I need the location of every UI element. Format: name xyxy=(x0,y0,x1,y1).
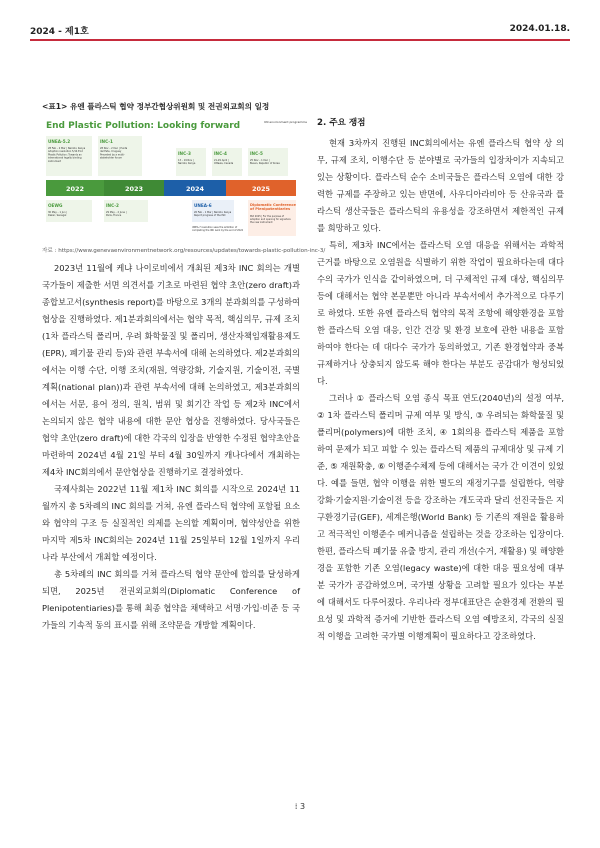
figure-caption: <표1> 유엔 플라스틱 협약 정부간협상위원회 및 전권외교회의 일정 xyxy=(42,102,270,111)
svg-text:INC-1: INC-1 xyxy=(100,139,113,144)
timeline-bar xyxy=(46,180,296,196)
bottom-box-3 xyxy=(248,200,297,236)
year-2024: 2024 xyxy=(185,185,205,193)
top-box-0 xyxy=(46,136,92,176)
svg-text:UNEA-6: UNEA-6 xyxy=(194,203,212,208)
right-paragraph-3: 그러나 ① 플라스틱 오염 종식 목표 연도(2040년)의 설정 여부, ② 1차 플라스틱 폴리머 규제 여부 및 방식, ③ 우려되는 화학물질 및 폴리머(polymers)에 대한 조치, ④ 1회의용 플라스틱 제품을 포함하여 문제가 되고 피할 수 있는 플라스틱 제품의 규제대상 및 규제 기준, ⑤ 재원확충, ⑥ 이행준수체제 등에 대해서는 국가 간 이견이 있었다. 예를 들면, 협약 이행을 위한 별도의 재정기구를 설립한다, 역량강화·기술지원·기술이전 등을 강조하는 개도국과 달리 선진국들은 지구환경기금(GEF), 세계은행(World Bank) 등 기존의 재원을 활용하고 적극적인 이행준수 메커니즘을 설립하는 것을 강조하는 입장이다. 한편, 플라스틱 폐기물 유출 방지, 관리 개선(수거, 재활용) 및 해양환경을 포함한 기존 오염(legacy waste)에 대한 대응 필요성에 대부분 국가가 공감하였으며, 국가별 상황을 고려할 필요가 있다는 부분에 대해서도 다루어졌다. 우리나라 정부대표단은 순환경제 전환의 필요성 및 과학적 증거에 기반한 플라스틱 오염 예방조치, 각국의 실질적 이행을 고려한 국가별 이행계획이 필요하다고 강조하였다. xyxy=(317,393,564,641)
issue-label: 2024 - 제1호 xyxy=(30,27,89,37)
svg-text:Mid 2025 | For the purpose of: Mid 2025 | For the purpose of adoption and opening for signature the new instrument xyxy=(250,215,291,224)
svg-text:30 May – 1 Jun | Dakar: 30 May – 1 Jun | Dakar, Senegal xyxy=(48,211,68,218)
top-box-3 xyxy=(212,148,242,176)
svg-text:UNEA-5.2: UNEA-5.2 xyxy=(48,139,71,144)
svg-text:25 Nov – 1 Dec | Busan: 25 Nov – 1 Dec | Busan, Republic of Korea xyxy=(250,159,280,166)
top-box-1 xyxy=(98,136,142,176)
timeline-graphic xyxy=(42,114,308,244)
year-2025: 2025 xyxy=(251,185,271,193)
right-paragraph-2: 특히, 제3차 INC에서는 플라스틱 오염 대응을 위해서는 과학적 근거를 바탕으로 오염원을 식별하기 위한 작업이 필요하다는데 대다수의 국가가 인식을 같이하였으며, 더 구체적인 규제 대상, 핵심의무 등에 대해서는 협약 본문뿐만 아니라 부속서에서 추가적으로 다루기로 하였다. 또한 유엔 플라스틱 협약의 목적 조항에 해양환경을 포함한 플라스틱 오염 대응, 인간 건강 및 환경 보호에 관한 내용을 포함하여야 한다는 데 대다수 국가가 동의하였고, 기존 환경협약과 중복 규제하거나 상충되지 않도록 해야 한다는 부분도 공감대가 형성되었다. xyxy=(317,240,564,386)
svg-text:28 Nov – 2 Dec | Punta: 28 Nov – 2 Dec | Punta del Este, Uruguay Preceded by a multi- stakeholder forum xyxy=(100,147,128,160)
svg-text:13 – 19 Nov | Nairobi,: 13 – 19 Nov | Nairobi, Kenya xyxy=(178,159,196,166)
page-header xyxy=(30,24,570,40)
left-paragraph-1: 2023년 11월에 케냐 나이로비에서 개최된 제3차 INC 회의는 개별 국가들이 제출한 서면 의견서를 기초로 마련된 협약 초안(zero draft)과 종합보고서(synthesis report)를 바탕으로 3개의 분과회의를 구성하여 협상을 진행하였다. 제1분과회의에서는 협약 목적, 핵심의무, 규제 조치(1차 플라스틱 폴리머, 우려 화학물질 및 폴리머, 생산자책임재활용제도(EPR), 폐기물 관리 등)와 관련 부속서에 대해 논의하였다. 제2분과회의에서는 이행 수단, 이행 조치(재원, 역량강화, 기술지원, 기술이전, 국별계획(national plan))과 관련 부속서에 대해 논의하였고, 제3분과회의에서는 서문, 용어 정의, 원칙, 범위 및 회기간 작업 등 제2차 INC에서 논의되지 않은 협약 내용에 대한 문안 협상을 진행하였다. 당사국들은 협약 초안(zero draft)에 대한 각국의 입장을 반영한 수정된 협약초안을 마련하여 2024년 4월 21일 부터 4월 30일까지 캐나다에서 개최하는 제4차 INC회의에서 문안협상을 진행하기로 결정하였다. xyxy=(42,263,300,477)
svg-text:Diplomatic Conference: Diplomatic Conference of Plenipotentiaries xyxy=(250,203,296,211)
unep-logo: UN environment programme xyxy=(264,120,308,124)
figure-source: 자료 : https://www.genevaenvironmentnetwork.org/resources/updates/towards-plastic-pollution-inc-3/ xyxy=(42,248,326,254)
issue-date: 2024.01.18. xyxy=(509,24,570,34)
svg-text:INC-3: INC-3 xyxy=(178,151,191,156)
year-2023: 2023 xyxy=(124,185,144,193)
svg-text:26 Feb – 1 Mar | Nairobi, Keny: 26 Feb – 1 Mar | Nairobi, Kenya Report progress of the INC xyxy=(194,211,232,218)
svg-text:INC-2: INC-2 xyxy=(106,203,119,208)
left-column xyxy=(42,260,300,634)
top-box-2 xyxy=(176,148,206,176)
left-paragraph-2: 국제사회는 2022년 11월 제1차 INC 회의를 시작으로 2024년 11월까지 총 5차례의 INC 회의를 거쳐, 유엔 플라스틱 협약에 포함될 요소와 협약의 구조 등 실질적인 의제를 논의할 계획이며, 협약성안을 위한 마지막 제5차 INC회의는 2024년 11월 25일부터 12월 1일까지 우리나라 부산에서 개최할 예정이다. xyxy=(42,484,300,562)
svg-text:21-29 April | Ottawa,: 21-29 April | Ottawa, Canada xyxy=(214,159,234,166)
figure-title: End Plastic Pollution: Looking forward xyxy=(46,121,241,131)
bottom-box-2 xyxy=(192,200,234,222)
section-title: 2. 주요 쟁점 xyxy=(317,118,366,128)
svg-text:29 May – 2 June | Pari: 29 May – 2 June | Paris, France xyxy=(106,211,127,218)
page-number: ⁞ 3 xyxy=(294,802,306,811)
svg-text:OEWG: OEWG xyxy=(48,203,63,208)
header-divider xyxy=(30,39,570,41)
svg-text:INC-4: INC-4 xyxy=(214,151,227,156)
right-paragraph-1: 현재 3차까지 진행된 INC회의에서는 유엔 플라스틱 협약 상 의무, 규제 조치, 이행수단 등 분야별로 국가들의 입장차이가 지속되고 있는 상황이다. 플라스틱 순수 소비국들은 플라스틱 오염에 대한 강력한 규제를 주장하고 있는 반면에, 사우디아라비아 등 산유국과 플라스틱 생산국들은 플라스틱의 유용성을 강조하면서 제한적인 규제를 희망하고 있다. xyxy=(317,138,564,233)
left-paragraph-3: 총 5차례의 INC 회의를 거쳐 플라스틱 협약 문안에 합의를 달성하게 되면, 2025년 전권외교회의(Diplomatic Conference of Plenipotentiaries)를 통해 최종 협약을 채택하고 서명·가입·비준 등 국가들의 기속적 동의 표시를 위해 조약문을 개방할 계획이다. xyxy=(42,569,300,630)
top-box-4 xyxy=(248,148,288,176)
right-column xyxy=(317,115,564,645)
bottom-box-1 xyxy=(104,200,148,222)
svg-text:28 Feb – 2 Mar | Nairobi, Keny: 28 Feb – 2 Mar | Nairobi, Kenya Adoption resolution 5/14 End Plastic Pollution: Towards an international legally binding instrument xyxy=(48,147,86,163)
svg-text:INC-5: INC-5 xyxy=(250,151,263,156)
figure-footnote: UNEA-7 resolution sees the ambition of completing the INC work by the end of 2024 xyxy=(192,226,244,232)
timeline-figure xyxy=(42,114,308,244)
bottom-box-0 xyxy=(46,200,92,222)
year-2022: 2022 xyxy=(65,185,85,193)
